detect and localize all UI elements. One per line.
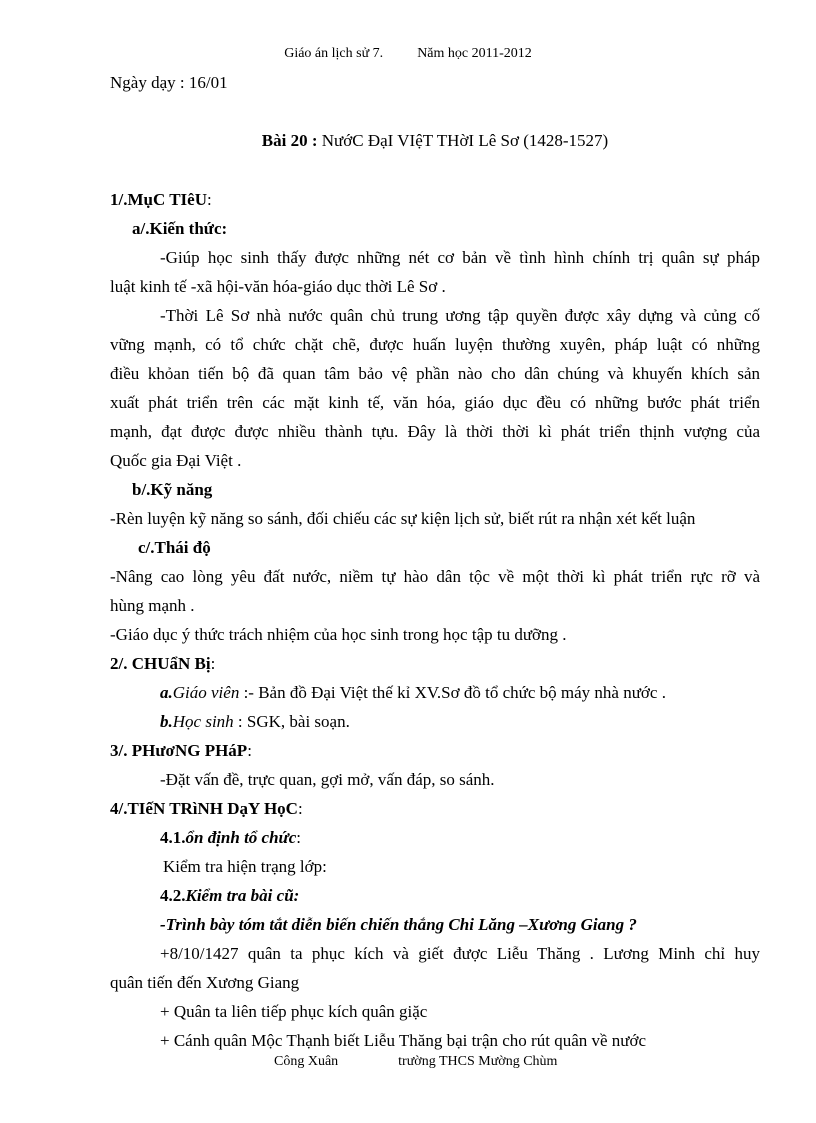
subsection-4-2: 4.2.Kiểm tra bài cũ:: [160, 886, 300, 905]
page-header: [0, 46, 816, 62]
paragraph-line: Quốc gia Đại Việt .: [110, 451, 242, 470]
lesson-name: NướC ĐạI VIệT THờI Lê Sơ (1428-1527): [317, 131, 609, 150]
paragraph-line: -Giáo dục ý thức trách nhiệm của học sinh trong học tập tu dưỡng .: [110, 625, 567, 644]
paragraph-line: + Cánh quân Mộc Thạnh biết Liễu Thăng bại trận cho rút quân về nước: [160, 1031, 647, 1050]
paragraph-line: -Nâng cao lòng yêu đất nước, niềm tự hào dân tộc về một thời kì phát triển rực rỡ và: [110, 567, 760, 586]
paragraph-line: quân tiến đến Xương Giang: [110, 973, 300, 992]
paragraph-line: điều khỏan tiến bộ đã quan tâm bảo vệ phần nào cho dân chúng và khuyến khích sản: [110, 364, 760, 383]
teacher-materials: a.Giáo viên :- Bản đồ Đại Việt thế kỉ XV.Sơ đồ tổ chức bộ máy nhà nước .: [160, 683, 666, 702]
paragraph-line: -Thời Lê Sơ nhà nước quân chủ trung ương tập quyền được xây dựng và củng cố: [160, 306, 760, 325]
paragraph-line: -Giúp học sinh thấy được những nét cơ bản về tình hình chính trị quân sự pháp: [160, 248, 760, 267]
knowledge-heading: a/.Kiến thức:: [132, 219, 228, 238]
section-3-heading: 3/. PHươNG PHáP:: [110, 741, 252, 760]
page-footer: [274, 1054, 557, 1070]
skills-heading: b/.Kỹ năng: [132, 480, 213, 499]
paragraph-line: -Đặt vấn đề, trực quan, gợi mở, vấn đáp, so sánh.: [160, 770, 495, 789]
attitude-heading: c/.Thái độ: [138, 538, 211, 557]
paragraph-line: xuất phát triển trên các mặt kinh tế, văn hóa, giáo dục đều có những bước phát triển: [110, 393, 760, 412]
paragraph-line: -Rèn luyện kỹ năng so sánh, đối chiếu các sự kiện lịch sử, biết rút ra nhận xét kết luận: [110, 509, 696, 528]
section-2-heading: 2/. CHUẩN Bị:: [110, 654, 216, 673]
paragraph-line: Kiểm tra hiện trạng lớp:: [163, 857, 327, 876]
teaching-date: Ngày dạy : 16/01: [110, 73, 228, 92]
paragraph-line: vững mạnh, có tổ chức chặt chẽ, được huấn luyện thường xuyên, pháp luật có những: [110, 335, 760, 354]
lesson-title: [0, 131, 816, 151]
lesson-number: Bài 20 :: [261, 131, 318, 150]
section-1-heading: 1/.MụC TIêU:: [110, 190, 212, 209]
paragraph-line: mạnh, đạt được được nhiều thành tựu. Đây là thời thời kì phát triển thịnh vượng của: [110, 422, 760, 441]
paragraph-line: + Quân ta liên tiếp phục kích quân giặc: [160, 1002, 428, 1021]
footer-author: Công Xuân: [274, 1054, 339, 1069]
document-body: [110, 185, 760, 1055]
header-year: Năm học 2011-2012: [417, 46, 532, 61]
section-4-heading: 4/.TIếN TRìNH DạY HọC:: [110, 799, 303, 818]
review-question: -Trình bày tóm tắt diễn biến chiến thắng Chi Lăng –Xương Giang ?: [160, 915, 637, 934]
paragraph-line: luật kinh tế -xã hội-văn hóa-giáo dục thời Lê Sơ .: [110, 277, 446, 296]
paragraph-line: +8/10/1427 quân ta phục kích và giết được Liễu Thăng . Lương Minh chỉ huy: [160, 944, 760, 963]
header-subject: Giáo án lịch sử 7.: [284, 46, 384, 61]
paragraph-line: hùng mạnh .: [110, 596, 195, 615]
student-materials: b.Học sinh : SGK, bài soạn.: [160, 712, 350, 731]
footer-school: trường THCS Mường Chùm: [398, 1054, 558, 1069]
subsection-4-1: 4.1.ổn định tổ chức:: [160, 828, 302, 847]
